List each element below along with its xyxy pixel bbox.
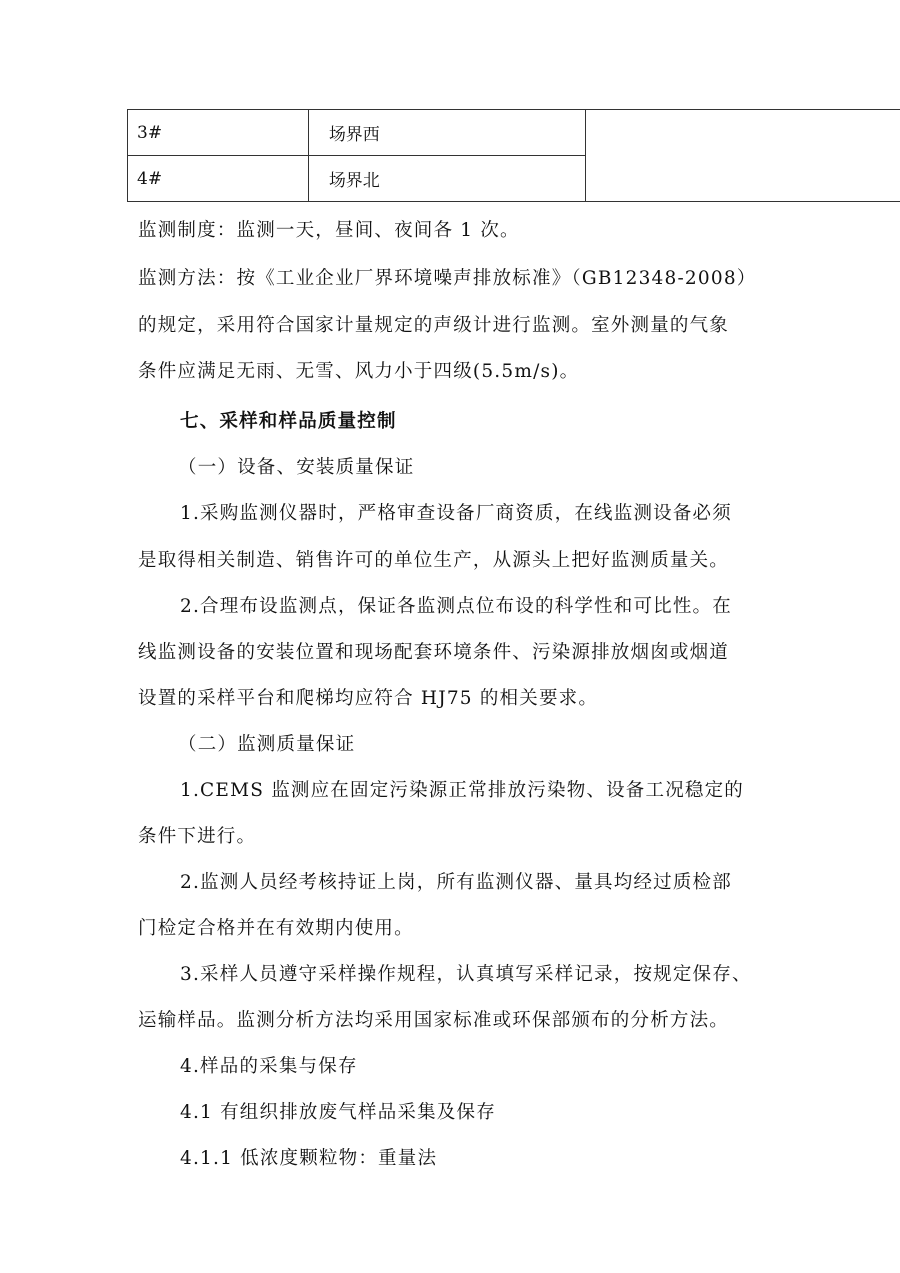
- paragraph-line: 设置的采样平台和爬梯均应符合 HJ75 的相关要求。: [138, 688, 599, 709]
- paragraph-line: 3.采样人员遵守采样操作规程，认真填写采样记录，按规定保存、: [180, 964, 752, 985]
- item-heading: 4.1 有组织排放废气样品采集及保存: [180, 1102, 496, 1123]
- point-location-cell: 场界西: [308, 110, 585, 156]
- monitoring-schedule: 监测制度：监测一天，昼间、夜间各 1 次。: [138, 220, 520, 241]
- subsection-heading: （一）设备、安装质量保证: [178, 457, 415, 478]
- subsection-heading: （二）监测质量保证: [178, 734, 356, 755]
- point-location-cell: 场界北: [308, 156, 585, 202]
- section-heading: 七、采样和样品质量控制: [180, 411, 397, 432]
- table-row: [128, 110, 900, 156]
- point-id-cell: 4#: [128, 156, 309, 202]
- monitoring-points-table: [127, 109, 900, 202]
- paragraph-line: 是取得相关制造、销售许可的单位生产，从源头上把好监测质量关。: [138, 550, 730, 571]
- paragraph-line: 2.监测人员经考核持证上岗，所有监测仪器、量具均经过质检部: [180, 872, 732, 893]
- paragraph-line: 运输样品。监测分析方法均采用国家标准或环保部颁布的分析方法。: [138, 1010, 730, 1031]
- item-heading: 4.1.1 低浓度颗粒物：重量法: [180, 1148, 438, 1169]
- merged-cell: [586, 110, 900, 202]
- item-heading: 4.样品的采集与保存: [180, 1056, 358, 1077]
- paragraph-line: 门检定合格并在有效期内使用。: [138, 918, 414, 939]
- monitoring-method-line: 监测方法：按《工业企业厂界环境噪声排放标准》（GB12348-2008）: [138, 268, 757, 289]
- paragraph-line: 1.CEMS 监测应在固定污染源正常排放污染物、设备工况稳定的: [180, 780, 745, 801]
- paragraph-line: 1.采购监测仪器时，严格审查设备厂商资质，在线监测设备必须: [180, 503, 732, 524]
- paragraph-line: 2.合理布设监测点，保证各监测点位布设的科学性和可比性。在: [180, 596, 732, 617]
- paragraph-line: 条件下进行。: [138, 826, 257, 847]
- point-id-cell: 3#: [128, 110, 309, 156]
- monitoring-method-line: 条件应满足无雨、无雪、风力小于四级(5.5m/s)。: [138, 361, 580, 382]
- monitoring-method-line: 的规定，采用符合国家计量规定的声级计进行监测。室外测量的气象: [138, 315, 730, 336]
- paragraph-line: 线监测设备的安装位置和现场配套环境条件、污染源排放烟囱或烟道: [138, 642, 730, 663]
